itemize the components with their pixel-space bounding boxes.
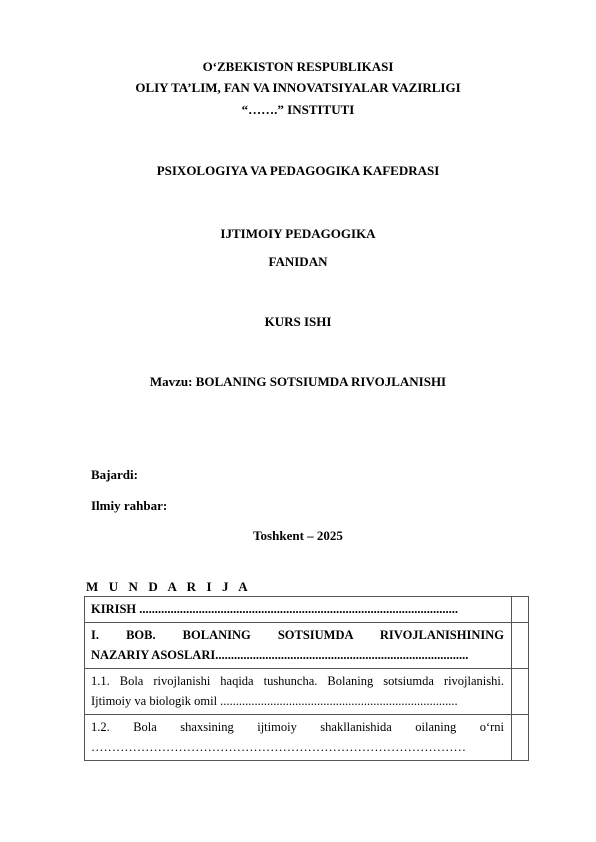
supervisor-label: Ilmiy rahbar: <box>91 498 168 513</box>
country-name: O‘ZBEKISTON RESPUBLIKASI <box>202 59 394 74</box>
toc-heading: M U N D A R I J A <box>86 579 252 594</box>
toc-page-cell <box>512 597 529 623</box>
toc-entry-line: 1.1. Bola rivojlanishi haqida tushuncha. Bolaning sotsiumda rivojlanishi. <box>91 674 504 688</box>
toc-entry <box>85 597 512 623</box>
subject-suffix: FANIDAN <box>268 254 328 269</box>
toc-page-cell <box>512 715 529 761</box>
work-type: KURS ISHI <box>264 314 332 329</box>
toc-entry-line: 1.2. Bola shaxsining ijtimoiy shakllanishida oilaning o‘rni <box>91 720 504 734</box>
toc-page-cell <box>512 623 529 669</box>
subject-name: IJTIMOIY PEDAGOGIKA <box>220 226 376 241</box>
toc-entry-line: Ijtimoiy va biologik omil ............................................................................ <box>91 694 458 708</box>
toc-entry-line: NAZARIY ASOSLARI................................................................................. <box>91 648 469 662</box>
ministry-name: OLIY TA’LIM, FAN VA INNOVATSIYALAR VAZIRLIGI <box>135 80 461 95</box>
toc-entry-line: KIRISH ...................................................................................................... <box>91 602 459 616</box>
table-of-contents <box>84 596 529 761</box>
place-year: Toshkent – 2025 <box>253 528 343 543</box>
toc-page-cell <box>512 669 529 715</box>
author-label: Bajardi: <box>91 467 138 482</box>
toc-entry <box>85 623 512 669</box>
topic-title: Mavzu: BOLANING SOTSIUMDA RIVOJLANISHI <box>149 374 447 389</box>
toc-row <box>85 597 529 623</box>
toc-row <box>85 669 529 715</box>
institute-name: “…….” INSTITUTI <box>241 102 355 117</box>
department-name: PSIXOLOGIYA VA PEDAGOGIKA KAFEDRASI <box>156 163 440 178</box>
toc-row <box>85 623 529 669</box>
toc-entry <box>85 715 512 761</box>
toc-entry <box>85 669 512 715</box>
toc-entry-line: I. BOB. BOLANING SOTSIUMDA RIVOJLANISHINING <box>91 628 504 642</box>
toc-entry-line: ……………………………………………………………………………… <box>91 740 466 754</box>
toc-row <box>85 715 529 761</box>
